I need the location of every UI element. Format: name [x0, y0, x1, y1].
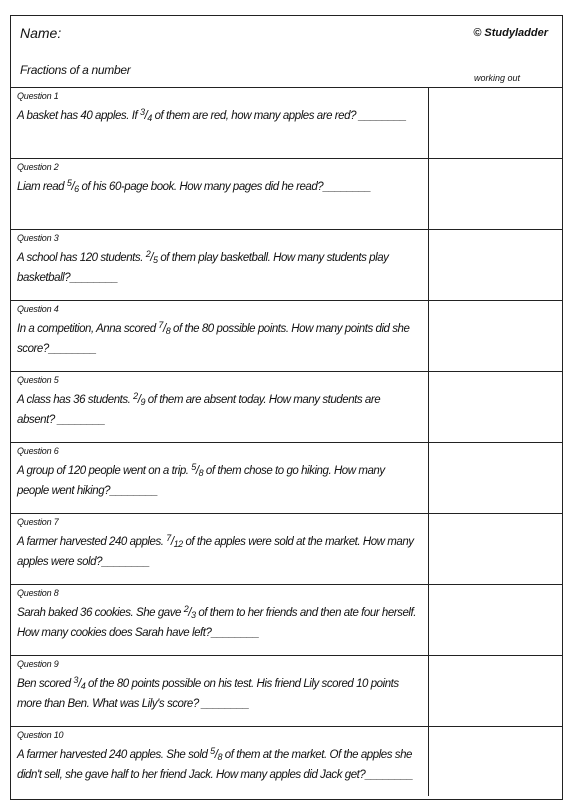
working-out-box[interactable]	[429, 300, 562, 371]
fraction-denominator: 8	[198, 468, 204, 478]
fraction-numerator: 5	[66, 178, 72, 188]
working-out-box[interactable]	[429, 655, 562, 726]
working-out-box[interactable]	[429, 229, 562, 300]
question-cell	[11, 87, 429, 158]
fraction-denominator: 8	[217, 752, 223, 762]
fraction-denominator: 6	[74, 184, 79, 194]
name-label: Name:	[20, 25, 62, 41]
question-text-start: A class has 36 students.	[17, 394, 134, 406]
working-out-label: working out	[474, 73, 521, 83]
fraction-numerator: 2	[183, 604, 189, 614]
question-text-end: of the 80 possible points. How many points did she score?________	[17, 323, 410, 355]
question-row	[11, 300, 562, 372]
brand-logo-text: © Studyladder	[473, 27, 548, 39]
question-text: A basket has 40 apples. If $^3/_4$ of them are red, how many apples are red? ________	[17, 107, 407, 123]
fraction-numerator: 7	[158, 320, 163, 330]
question-cell	[11, 442, 429, 513]
question-text: Ben scored $^3/_4$ of the 80 points possible on his test. His friend Lily scored 10 points more than Ben. What was Lily's score? ________	[17, 675, 399, 710]
fraction-denominator: 4	[80, 681, 86, 691]
fraction-numerator: 2	[133, 391, 138, 401]
question-text-end: of them are absent today. How many students are absent? ________	[17, 394, 381, 426]
question-label: Question 6	[17, 446, 59, 456]
working-out-box[interactable]	[429, 513, 562, 584]
question-cell	[11, 158, 429, 229]
fraction-denominator: 9	[140, 397, 146, 407]
working-out-box[interactable]	[429, 371, 562, 442]
question-row	[11, 726, 562, 796]
question-text-end: of them are red, how many apples are red? ________	[151, 110, 407, 122]
fraction-denominator: 8	[165, 326, 171, 336]
fraction-numerator: 2	[145, 249, 151, 259]
question-label: Question 7	[17, 517, 59, 527]
question-text-start: A group of 120 people went on a trip.	[17, 465, 192, 477]
working-out-box[interactable]	[429, 87, 562, 158]
question-text-end: of the apples were sold at the market. How many apples were sold?________	[17, 536, 414, 568]
question-row	[11, 158, 562, 230]
question-label: Question 10	[17, 730, 64, 740]
question-label: Question 3	[17, 233, 59, 243]
fraction-numerator: 3	[73, 675, 78, 685]
question-cell	[11, 300, 429, 371]
question-text-start: A basket has 40 apples. If	[17, 110, 140, 122]
question-text: Liam read $^5/_6$ of his 60-page book. How many pages did he read?________	[17, 178, 371, 194]
question-text-end: of them at the market. Of the apples she didn't sell, she gave half to her friend Jack. How many apples did Jack get?________	[17, 749, 413, 781]
question-text-end: of them chose to go hiking. How many people went hiking?________	[17, 465, 385, 497]
question-text: A group of 120 people went on a trip. $^5/_8$ of them chose to go hiking. How many people went hiking?________	[17, 462, 385, 497]
question-row	[11, 229, 562, 301]
fraction-numerator: 5	[210, 746, 215, 756]
question-text-start: Liam read	[17, 181, 67, 193]
question-text: A farmer harvested 240 apples. She sold $^5/_8$ of them at the market. Of the apples she didn't sell, she gave half to her friend Jack. How many apples did Jack get?________	[17, 746, 413, 781]
question-label: Question 4	[17, 304, 59, 314]
question-label: Question 1	[17, 91, 59, 101]
question-row	[11, 87, 562, 159]
question-cell	[11, 513, 429, 584]
question-text: In a competition, Anna scored $^7/_8$ of the 80 possible points. How many points did she score?________	[17, 320, 410, 355]
fraction-denominator: 4	[147, 113, 152, 123]
question-text-end: of his 60-page book. How many pages did he read?________	[78, 181, 371, 193]
worksheet-header	[11, 16, 562, 88]
question-text: A school has 120 students. $^2/_5$ of them play basketball. How many students play basketball?________	[17, 249, 389, 284]
fraction-numerator: 7	[166, 533, 171, 543]
question-text-start: A farmer harvested 240 apples.	[17, 536, 167, 548]
question-text-start: A farmer harvested 240 apples. She sold	[17, 749, 211, 761]
question-label: Question 2	[17, 162, 59, 172]
question-label: Question 5	[17, 375, 59, 385]
fraction-numerator: 3	[139, 107, 145, 117]
question-cell	[11, 584, 429, 655]
worksheet-topic: Fractions of a number	[20, 63, 131, 77]
question-cell	[11, 655, 429, 726]
fraction-denominator: 5	[153, 255, 158, 265]
question-row	[11, 513, 562, 585]
question-text-start: Ben scored	[17, 678, 74, 690]
question-text-end: of them to her friends and then ate four herself. How many cookies does Sarah have left?________	[17, 607, 417, 639]
question-cell	[11, 726, 429, 796]
question-row	[11, 371, 562, 443]
working-out-box[interactable]	[429, 584, 562, 655]
question-text-end: of the 80 points possible on his test. His friend Lily scored 10 points more than Ben. What was Lily's score? ________	[17, 678, 399, 710]
question-text: A farmer harvested 240 apples. $^7/_{12}$ of the apples were sold at the market. How many apples were sold?________	[17, 533, 414, 568]
question-text-start: Sarah baked 36 cookies. She gave	[17, 607, 184, 619]
working-out-box[interactable]	[429, 158, 562, 229]
question-text: A class has 36 students. $^2/_9$ of them are absent today. How many students are absent? ________	[17, 391, 381, 426]
working-out-box[interactable]	[429, 726, 562, 796]
fraction-numerator: 5	[191, 462, 196, 472]
question-text-end: of them play basketball. How many students play basketball?________	[17, 252, 389, 284]
question-label: Question 8	[17, 588, 59, 598]
question-label: Question 9	[17, 659, 59, 669]
question-text-start: A school has 120 students.	[17, 252, 146, 264]
fraction-denominator: 12	[173, 539, 183, 549]
worksheet	[10, 15, 563, 800]
question-cell	[11, 371, 429, 442]
question-row	[11, 655, 562, 727]
question-cell	[11, 229, 429, 300]
working-out-box[interactable]	[429, 442, 562, 513]
question-row	[11, 442, 562, 514]
question-text-start: In a competition, Anna scored	[17, 323, 159, 335]
question-row	[11, 584, 562, 656]
fraction-denominator: 3	[191, 610, 196, 620]
question-text: Sarah baked 36 cookies. She gave $^2/_3$ of them to her friends and then ate four herself. How many cookies does Sarah have left?________	[17, 604, 417, 639]
